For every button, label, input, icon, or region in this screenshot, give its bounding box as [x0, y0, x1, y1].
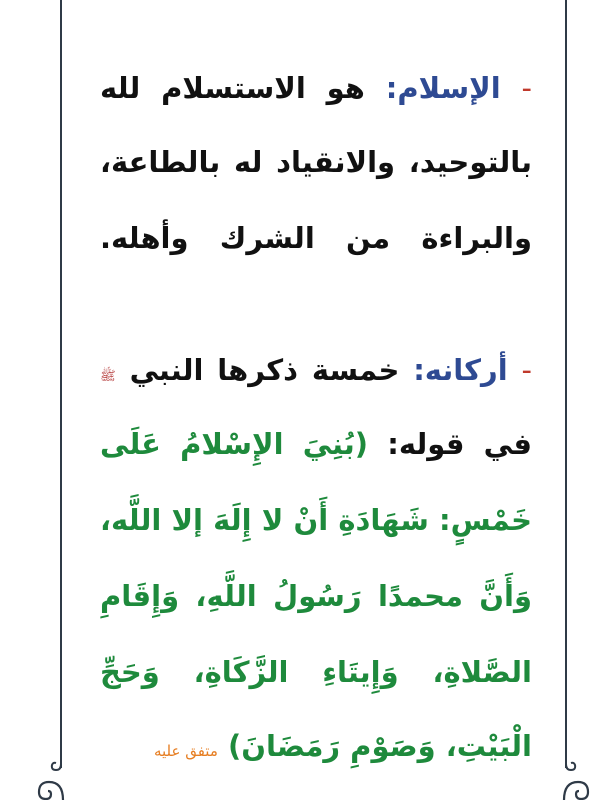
frame-border-right: [565, 0, 567, 768]
hadith-line-2: [100, 500, 532, 540]
scroll-ornament-left-icon: [25, 750, 75, 800]
hadith-line-3: [100, 576, 532, 616]
definition-text: والبراءة من الشرك وأهله.: [100, 221, 532, 255]
islam-definition-line-1: [100, 68, 532, 108]
hadith-line-4: [100, 652, 532, 692]
hadith-text: خَمْسٍ: شَهَادَةِ أَنْ لا إِلَهَ إلا اللَّه،: [100, 503, 532, 537]
hadith-text: (بُنِيَ الإِسْلامُ عَلَى: [100, 427, 369, 461]
hadith-text: وَأَنَّ محمدًا رَسُولُ اللَّهِ، وَإِقَامِ: [100, 579, 532, 613]
honorific-symbol: ﷺ: [100, 369, 116, 384]
pillars-intro: خمسة ذكرها النبي: [129, 353, 400, 387]
islam-definition-line-3: [100, 218, 532, 258]
hadith-lead: في قوله:: [387, 427, 533, 461]
scroll-ornament-right-icon: [540, 750, 590, 800]
term-pillars: أركانه:: [413, 353, 508, 387]
term-islam: الإسلام:: [385, 71, 501, 105]
hadith-line-5: [100, 726, 532, 771]
hadith-line-1: [100, 424, 532, 464]
pillars-line-1: [100, 350, 532, 397]
definition-text: بالتوحيد، والانقياد له بالطاعة،: [100, 145, 532, 179]
islam-definition-line-2: [100, 142, 532, 182]
hadith-text: الصَّلاةِ، وَإِيتَاءِ الزَّكَاةِ، وَحَجِّ: [100, 655, 532, 689]
hadith-source: متفق عليه: [153, 742, 218, 760]
hadith-text: الْبَيْتِ، وَصَوْمِ رَمَضَانَ): [227, 729, 532, 763]
bullet-dash: -: [521, 353, 532, 387]
frame-border-left: [60, 0, 62, 768]
definition-text: هو الاستسلام لله: [100, 71, 365, 105]
bullet-dash: -: [521, 71, 532, 105]
